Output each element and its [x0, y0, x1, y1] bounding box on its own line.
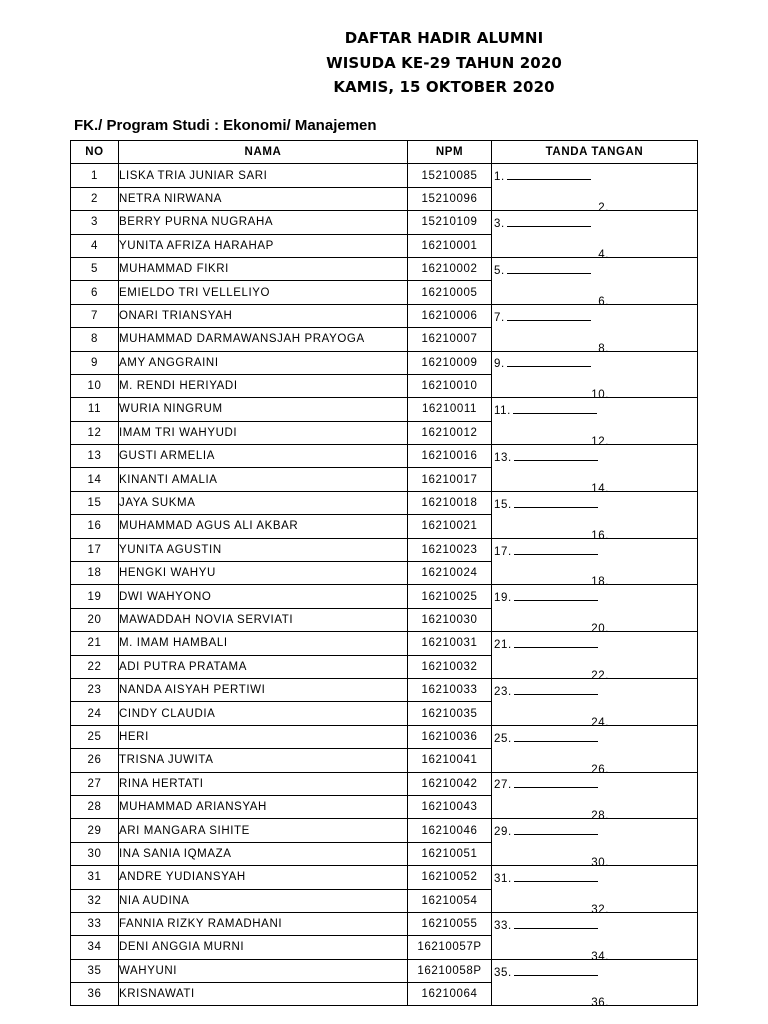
- signature-blank[interactable]: [611, 341, 695, 352]
- signature-cell[interactable]: [492, 959, 698, 982]
- signature-blank[interactable]: [611, 949, 695, 960]
- signature-number: 31.: [494, 873, 512, 885]
- row-number: 36: [71, 983, 119, 1006]
- row-number: 9: [71, 351, 119, 374]
- signature-blank[interactable]: [514, 590, 598, 601]
- table-row: [71, 725, 698, 748]
- table-row: [71, 983, 698, 1006]
- attendance-table: [70, 140, 698, 1010]
- row-npm: 16210018: [408, 491, 492, 514]
- signature-blank[interactable]: [611, 387, 695, 398]
- column-header-no: NO: [71, 141, 119, 164]
- row-npm: 16210055: [408, 912, 492, 935]
- row-number: 4: [71, 234, 119, 257]
- row-number: 6: [71, 281, 119, 304]
- signature-line: [494, 403, 597, 417]
- table-row: [71, 678, 698, 701]
- row-npm: 15210085: [408, 164, 492, 187]
- signature-number: 8.: [598, 342, 609, 355]
- row-number: 27: [71, 772, 119, 795]
- table-row: [71, 795, 698, 818]
- signature-line: [494, 544, 598, 558]
- row-npm: 16210001: [408, 234, 492, 257]
- table-row: [71, 538, 698, 561]
- table-row: [71, 491, 698, 514]
- signature-cell[interactable]: [492, 655, 698, 682]
- signature-blank[interactable]: [507, 263, 591, 274]
- row-npm: 16210064: [408, 983, 492, 1006]
- row-name: WAHYUNI: [119, 959, 408, 982]
- row-name: KINANTI AMALIA: [119, 468, 408, 491]
- table-row: [71, 585, 698, 608]
- table-row: [71, 749, 698, 772]
- row-name: DWI WAHYONO: [119, 585, 408, 608]
- signature-number: 17.: [494, 545, 512, 558]
- row-number: 8: [71, 328, 119, 351]
- row-name: MUHAMMAD ARIANSYAH: [119, 795, 408, 818]
- row-name: LISKA TRIA JUNIAR SARI: [119, 164, 408, 187]
- table-row: [71, 398, 698, 421]
- table-row: [71, 304, 698, 327]
- signature-cell[interactable]: [492, 538, 698, 561]
- row-name: GUSTI ARMELIA: [119, 445, 408, 468]
- row-name: INA SANIA IQMAZA: [119, 842, 408, 865]
- row-npm: 16210024: [408, 562, 492, 585]
- signature-number: 20.: [591, 623, 609, 636]
- signature-number: 19.: [494, 592, 512, 605]
- table-row: [71, 842, 698, 865]
- table-row: [71, 819, 698, 842]
- row-number: 34: [71, 936, 119, 959]
- signature-blank[interactable]: [611, 621, 695, 632]
- row-name: MUHAMMAD FIKRI: [119, 257, 408, 280]
- row-npm: 16210036: [408, 725, 492, 748]
- signature-blank[interactable]: [514, 684, 598, 695]
- signature-cell[interactable]: [492, 983, 698, 1010]
- signature-cell[interactable]: [492, 842, 698, 870]
- signature-blank[interactable]: [611, 902, 695, 913]
- signature-number: 4.: [598, 248, 609, 261]
- row-npm: 16210031: [408, 632, 492, 655]
- table-header-row: [71, 141, 698, 164]
- signature-cell[interactable]: [492, 772, 698, 795]
- table-row: [71, 445, 698, 468]
- row-npm: 16210007: [408, 328, 492, 351]
- signature-cell[interactable]: [492, 608, 698, 636]
- row-number: 2: [71, 187, 119, 210]
- signature-number: 26.: [591, 763, 609, 776]
- signature-line: [494, 777, 598, 791]
- signature-blank[interactable]: [514, 918, 598, 929]
- signature-cell[interactable]: [492, 585, 698, 608]
- row-name: IMAM TRI WAHYUDI: [119, 421, 408, 444]
- row-npm: 16210002: [408, 257, 492, 280]
- row-name: BERRY PURNA NUGRAHA: [119, 211, 408, 234]
- signature-number: 1.: [494, 171, 505, 184]
- signature-number: 16.: [591, 529, 609, 542]
- signature-blank[interactable]: [514, 824, 598, 835]
- row-name: EMIELDO TRI VELLELIYO: [119, 281, 408, 304]
- signature-blank[interactable]: [611, 995, 695, 1006]
- row-name: ONARI TRIANSYAH: [119, 304, 408, 327]
- signature-number: 6.: [598, 295, 609, 308]
- row-number: 16: [71, 515, 119, 538]
- row-npm: 16210023: [408, 538, 492, 561]
- row-npm: 16210011: [408, 398, 492, 421]
- table-row: [71, 632, 698, 655]
- row-number: 29: [71, 819, 119, 842]
- signature-cell[interactable]: [492, 702, 698, 729]
- row-name: YUNITA AGUSTIN: [119, 538, 408, 561]
- signature-line: [494, 263, 591, 277]
- row-number: 33: [71, 912, 119, 935]
- table-row: [71, 257, 698, 280]
- signature-cell[interactable]: [492, 678, 698, 701]
- row-number: 24: [71, 702, 119, 725]
- signature-number: 14.: [591, 482, 609, 495]
- signature-number: 28.: [591, 810, 609, 823]
- row-name: ARI MANGARA SIHITE: [119, 819, 408, 842]
- signature-line: [494, 684, 598, 698]
- signature-cell[interactable]: [492, 398, 698, 421]
- row-number: 18: [71, 562, 119, 585]
- signature-blank[interactable]: [611, 200, 695, 211]
- signature-blank[interactable]: [611, 715, 695, 726]
- signature-number: 7.: [494, 311, 505, 324]
- table-row: [71, 608, 698, 631]
- row-npm: 16210030: [408, 608, 492, 631]
- signature-number: 15.: [494, 498, 512, 511]
- row-number: 10: [71, 374, 119, 397]
- signature-cell[interactable]: [492, 866, 698, 889]
- row-npm: 15210096: [408, 187, 492, 210]
- signature-cell[interactable]: [492, 491, 698, 514]
- row-number: 1: [71, 164, 119, 187]
- signature-number: 33.: [494, 919, 512, 932]
- signature-number: 10.: [591, 389, 609, 402]
- signature-blank[interactable]: [507, 310, 591, 321]
- signature-blank[interactable]: [611, 574, 695, 585]
- signature-line: [494, 497, 598, 511]
- signature-cell[interactable]: [492, 281, 698, 308]
- signature-number: 30.: [591, 857, 609, 870]
- signature-blank[interactable]: [514, 544, 598, 555]
- signature-blank[interactable]: [514, 965, 598, 976]
- table-row: [71, 211, 698, 234]
- signature-cell[interactable]: [492, 257, 698, 280]
- column-header-nama: NAMA: [119, 141, 408, 164]
- row-npm: 16210010: [408, 374, 492, 397]
- signature-blank[interactable]: [611, 247, 695, 258]
- column-header-signature: TANDA TANGAN: [492, 141, 698, 164]
- signature-cell[interactable]: [492, 562, 698, 589]
- row-npm: 16210009: [408, 351, 492, 374]
- signature-number: 24.: [591, 716, 609, 729]
- table-row: [71, 328, 698, 351]
- table-row: [71, 655, 698, 678]
- signature-blank[interactable]: [507, 216, 591, 227]
- signature-number: 13.: [494, 451, 512, 464]
- table-row: [71, 351, 698, 374]
- row-npm: 16210021: [408, 515, 492, 538]
- signature-number: 9.: [494, 358, 505, 371]
- signature-cell[interactable]: [492, 351, 698, 374]
- signature-line: [494, 450, 598, 464]
- row-number: 28: [71, 795, 119, 818]
- row-name: TRISNA JUWITA: [119, 749, 408, 772]
- row-number: 22: [71, 655, 119, 678]
- signature-line: [494, 310, 591, 324]
- signature-cell[interactable]: [492, 819, 698, 842]
- row-npm: 16210033: [408, 678, 492, 701]
- row-number: 25: [71, 725, 119, 748]
- row-name: NANDA AISYAH PERTIWI: [119, 678, 408, 701]
- signature-cell[interactable]: [492, 164, 698, 187]
- row-number: 26: [71, 749, 119, 772]
- row-npm: 16210041: [408, 749, 492, 772]
- row-npm: 16210035: [408, 702, 492, 725]
- signature-blank[interactable]: [514, 871, 598, 882]
- table-row: [71, 187, 698, 210]
- header-date: KAMIS, 15 OKTOBER 2020: [333, 78, 555, 96]
- row-name: MUHAMMAD AGUS ALI AKBAR: [119, 515, 408, 538]
- row-name: WURIA NINGRUM: [119, 398, 408, 421]
- signature-number: 27.: [494, 779, 512, 792]
- signature-blank[interactable]: [513, 403, 597, 414]
- table-row: [71, 234, 698, 257]
- signature-cell[interactable]: [492, 445, 698, 468]
- row-name: MAWADDAH NOVIA SERVIATI: [119, 608, 408, 631]
- row-name: KRISNAWATI: [119, 983, 408, 1006]
- table-row: [71, 866, 698, 889]
- row-npm: 16210005: [408, 281, 492, 304]
- row-number: 14: [71, 468, 119, 491]
- signature-cell[interactable]: [492, 211, 698, 234]
- table-row: [71, 936, 698, 959]
- signature-line: [494, 356, 591, 370]
- row-name: MUHAMMAD DARMAWANSJAH PRAYOGA: [119, 328, 408, 351]
- row-number: 35: [71, 959, 119, 982]
- signature-blank[interactable]: [611, 855, 695, 866]
- row-number: 15: [71, 491, 119, 514]
- row-npm: 16210057P: [408, 936, 492, 959]
- signature-line: [494, 731, 598, 745]
- row-number: 20: [71, 608, 119, 631]
- signature-cell[interactable]: [492, 187, 698, 215]
- signature-blank[interactable]: [514, 777, 598, 788]
- signature-number: 5.: [494, 264, 505, 277]
- row-number: 5: [71, 257, 119, 280]
- signature-line: [494, 637, 598, 651]
- row-npm: 16210052: [408, 866, 492, 889]
- table-row: [71, 772, 698, 795]
- signature-blank[interactable]: [611, 762, 695, 773]
- row-npm: 16210025: [408, 585, 492, 608]
- table-row: [71, 889, 698, 912]
- header-title: DAFTAR HADIR ALUMNI: [344, 29, 544, 47]
- signature-cell[interactable]: [492, 374, 698, 402]
- table-row: [71, 515, 698, 538]
- row-number: 11: [71, 398, 119, 421]
- signature-cell[interactable]: [492, 328, 698, 355]
- row-name: AMY ANGGRAINI: [119, 351, 408, 374]
- row-npm: 16210016: [408, 445, 492, 468]
- row-number: 31: [71, 866, 119, 889]
- signature-number: 2.: [598, 202, 609, 215]
- row-npm: 16210043: [408, 795, 492, 818]
- signature-blank[interactable]: [611, 668, 695, 679]
- row-name: M. RENDI HERIYADI: [119, 374, 408, 397]
- signature-number: 18.: [591, 576, 609, 589]
- signature-cell[interactable]: [492, 468, 698, 495]
- signature-number: 25.: [494, 732, 512, 745]
- row-number: 23: [71, 678, 119, 701]
- signature-cell[interactable]: [492, 912, 698, 935]
- row-name: JAYA SUKMA: [119, 491, 408, 514]
- signature-cell[interactable]: [492, 936, 698, 963]
- row-npm: 16210058P: [408, 959, 492, 982]
- signature-blank[interactable]: [611, 481, 695, 492]
- row-name: M. IMAM HAMBALI: [119, 632, 408, 655]
- row-number: 17: [71, 538, 119, 561]
- row-npm: 16210042: [408, 772, 492, 795]
- signature-cell[interactable]: [492, 749, 698, 776]
- signature-line: [494, 824, 598, 838]
- signature-cell[interactable]: [492, 234, 698, 261]
- signature-number: 12.: [591, 436, 609, 449]
- signature-cell[interactable]: [492, 304, 698, 327]
- row-name: NIA AUDINA: [119, 889, 408, 912]
- row-name: HENGKI WAHYU: [119, 562, 408, 585]
- row-name: ADI PUTRA PRATAMA: [119, 655, 408, 678]
- program-subtitle: FK./ Program Studi : Ekonomi/ Manajemen: [74, 117, 377, 134]
- signature-blank[interactable]: [611, 434, 695, 445]
- signature-blank[interactable]: [507, 169, 591, 180]
- table-row: [71, 374, 698, 397]
- row-number: 32: [71, 889, 119, 912]
- row-number: 13: [71, 445, 119, 468]
- signature-blank[interactable]: [611, 294, 695, 305]
- signature-line: [494, 216, 591, 230]
- header-event: WISUDA KE-29 TAHUN 2020: [326, 53, 562, 72]
- signature-blank[interactable]: [611, 808, 695, 819]
- signature-line: [494, 965, 598, 979]
- row-name: HERI: [119, 725, 408, 748]
- signature-number: 29.: [494, 826, 512, 839]
- row-number: 12: [71, 421, 119, 444]
- row-npm: 16210051: [408, 842, 492, 865]
- signature-number: 3.: [494, 218, 505, 231]
- row-number: 19: [71, 585, 119, 608]
- signature-line: [591, 995, 695, 1009]
- row-npm: 16210054: [408, 889, 492, 912]
- row-npm: 16210006: [408, 304, 492, 327]
- table-row: [71, 468, 698, 491]
- row-number: 21: [71, 632, 119, 655]
- signature-number: 35.: [494, 966, 512, 979]
- signature-number: 11.: [494, 405, 511, 418]
- signature-number: 36.: [591, 997, 609, 1010]
- document-header: [0, 26, 768, 100]
- row-npm: 15210109: [408, 211, 492, 234]
- row-name: YUNITA AFRIZA HARAHAP: [119, 234, 408, 257]
- signature-cell[interactable]: [492, 889, 698, 916]
- signature-cell[interactable]: [492, 795, 698, 823]
- row-name: RINA HERTATI: [119, 772, 408, 795]
- signature-line: [494, 169, 591, 183]
- signature-blank[interactable]: [514, 731, 598, 742]
- signature-cell[interactable]: [492, 725, 698, 748]
- row-name: NETRA NIRWANA: [119, 187, 408, 210]
- signature-blank[interactable]: [611, 528, 695, 539]
- signature-line: [494, 871, 598, 885]
- table-row: [71, 702, 698, 725]
- row-name: CINDY CLAUDIA: [119, 702, 408, 725]
- signature-cell[interactable]: [492, 632, 698, 655]
- table-row: [71, 164, 698, 187]
- signature-line: [494, 918, 598, 932]
- table-row: [71, 912, 698, 935]
- signature-number: 21.: [494, 639, 512, 652]
- signature-number: 34.: [591, 950, 609, 963]
- signature-number: 23.: [494, 685, 512, 698]
- signature-cell[interactable]: [492, 515, 698, 542]
- row-npm: 16210032: [408, 655, 492, 678]
- table-row: [71, 281, 698, 304]
- table-row: [71, 959, 698, 982]
- row-name: DENI ANGGIA MURNI: [119, 936, 408, 959]
- signature-cell[interactable]: [492, 421, 698, 449]
- row-npm: 16210046: [408, 819, 492, 842]
- signature-blank[interactable]: [507, 356, 591, 367]
- row-number: 3: [71, 211, 119, 234]
- signature-number: 32.: [591, 903, 609, 916]
- row-number: 30: [71, 842, 119, 865]
- signature-blank[interactable]: [514, 497, 598, 508]
- table-row: [71, 421, 698, 444]
- signature-line: [494, 590, 598, 604]
- signature-blank[interactable]: [514, 450, 598, 461]
- row-name: FANNIA RIZKY RAMADHANI: [119, 912, 408, 935]
- row-npm: 16210017: [408, 468, 492, 491]
- signature-number: 22.: [591, 669, 609, 682]
- column-header-npm: NPM: [408, 141, 492, 164]
- row-number: 7: [71, 304, 119, 327]
- row-name: ANDRE YUDIANSYAH: [119, 866, 408, 889]
- table-row: [71, 562, 698, 585]
- row-npm: 16210012: [408, 421, 492, 444]
- signature-blank[interactable]: [514, 637, 598, 648]
